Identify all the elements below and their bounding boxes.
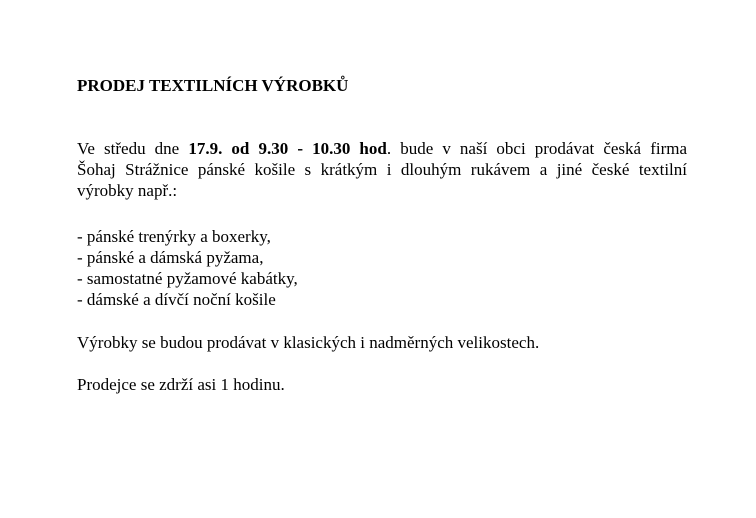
list-item: - pánské trenýrky a boxerky, <box>77 227 271 246</box>
document-title: PRODEJ TEXTILNÍCH VÝROBKŮ <box>77 76 349 95</box>
intro-line-1 <box>77 138 687 159</box>
intro-date-time: 17.9. od 9.30 - 10.30 hod <box>188 139 387 158</box>
list-item: - samostatné pyžamové kabátky, <box>77 269 298 288</box>
intro-line-2: Šohaj Strážnice pánské košile s krátkým i dlouhým rukávem a jiné české textilní <box>77 160 687 179</box>
product-list <box>77 226 687 310</box>
list-item: - dámské a dívčí noční košile <box>77 290 276 309</box>
intro-line-3: výrobky např.: <box>77 181 178 200</box>
intro-line1-rest: . bude v naší obci prodávat česká firma <box>386 139 688 158</box>
closing-note: Prodejce se zdrží asi 1 hodinu. <box>77 375 285 394</box>
closing-paragraph <box>77 374 687 395</box>
list-item: - pánské a dámská pyžama, <box>77 248 264 267</box>
intro-paragraph <box>77 138 687 201</box>
sizes-paragraph <box>77 332 687 353</box>
intro-prefix: Ve středu dne <box>77 139 189 158</box>
sizes-note: Výrobky se budou prodávat v klasických i nadměrných velikostech. <box>77 333 540 352</box>
